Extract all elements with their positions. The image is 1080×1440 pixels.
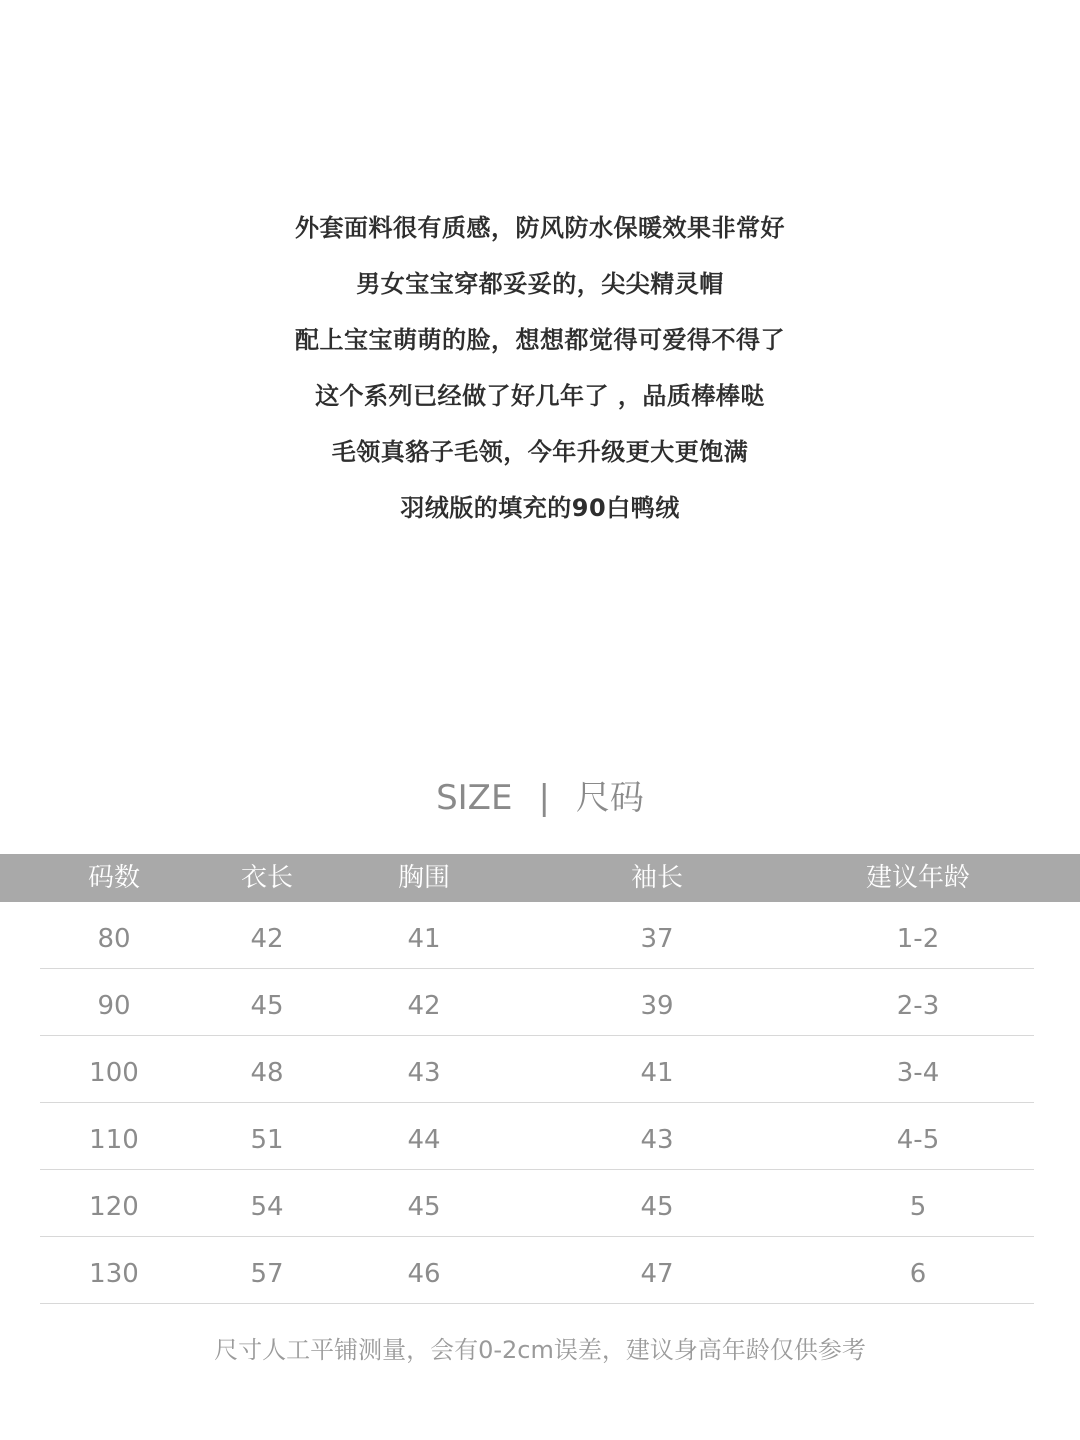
cell-length: 48 bbox=[250, 1058, 284, 1088]
cell-length: 45 bbox=[250, 991, 284, 1021]
cell-length: 54 bbox=[250, 1192, 284, 1222]
table-row bbox=[40, 1103, 1034, 1170]
cell-sleeve: 43 bbox=[640, 1125, 674, 1155]
cell-age: 6 bbox=[909, 1259, 927, 1289]
table-row bbox=[40, 1237, 1034, 1304]
cell-size: 80 bbox=[97, 924, 131, 954]
header-sleeve: 袖长 bbox=[630, 863, 683, 893]
cell-age: 1-2 bbox=[896, 924, 940, 954]
cell-chest: 46 bbox=[407, 1259, 441, 1289]
description-line: 配上宝宝萌萌的脸，想想都觉得可爱得不得了 bbox=[295, 326, 785, 354]
cell-sleeve: 41 bbox=[640, 1058, 674, 1088]
cell-length: 51 bbox=[250, 1125, 284, 1155]
size-section-title bbox=[0, 770, 1080, 826]
table-row bbox=[40, 902, 1034, 969]
cell-age: 5 bbox=[909, 1192, 927, 1222]
cell-size: 130 bbox=[89, 1259, 139, 1289]
title-separator: | bbox=[538, 778, 550, 818]
description-line: 羽绒版的填充的90白鸭绒 bbox=[400, 494, 680, 522]
cell-length: 42 bbox=[250, 924, 284, 954]
description-line: 这个系列已经做了好几年了 ，品质棒棒哒 bbox=[315, 382, 765, 410]
cell-chest: 44 bbox=[407, 1125, 441, 1155]
header-age: 建议年龄 bbox=[865, 863, 970, 893]
header-size: 码数 bbox=[87, 863, 140, 893]
table-row bbox=[40, 969, 1034, 1036]
cell-age: 3-4 bbox=[896, 1058, 940, 1088]
size-title-en: SIZE bbox=[436, 778, 513, 818]
header-length: 衣长 bbox=[240, 863, 293, 893]
cell-age: 4-5 bbox=[896, 1125, 940, 1155]
cell-size: 100 bbox=[89, 1058, 139, 1088]
header-chest: 胸围 bbox=[397, 863, 450, 893]
cell-size: 90 bbox=[97, 991, 131, 1021]
cell-sleeve: 47 bbox=[640, 1259, 674, 1289]
cell-sleeve: 39 bbox=[640, 991, 674, 1021]
description-line: 外套面料很有质感，防风防水保暖效果非常好 bbox=[295, 214, 785, 242]
measurement-footnote: 尺寸人工平铺测量，会有0-2cm误差，建议身高年龄仅供参考 bbox=[214, 1336, 866, 1364]
cell-chest: 45 bbox=[407, 1192, 441, 1222]
cell-age: 2-3 bbox=[896, 991, 940, 1021]
product-description bbox=[0, 200, 1080, 536]
cell-chest: 41 bbox=[407, 924, 441, 954]
cell-size: 110 bbox=[89, 1125, 139, 1155]
cell-sleeve: 37 bbox=[640, 924, 674, 954]
size-table bbox=[0, 854, 1080, 1304]
cell-chest: 42 bbox=[407, 991, 441, 1021]
table-row bbox=[40, 1036, 1034, 1103]
cell-chest: 43 bbox=[407, 1058, 441, 1088]
description-line: 男女宝宝穿都妥妥的，尖尖精灵帽 bbox=[356, 270, 724, 298]
cell-size: 120 bbox=[89, 1192, 139, 1222]
cell-length: 57 bbox=[250, 1259, 284, 1289]
cell-sleeve: 45 bbox=[640, 1192, 674, 1222]
table-row bbox=[40, 1170, 1034, 1237]
table-header bbox=[0, 854, 1080, 902]
description-line: 毛领真貉子毛领，今年升级更大更饱满 bbox=[331, 438, 749, 466]
size-title-cn: 尺码 bbox=[575, 778, 644, 818]
